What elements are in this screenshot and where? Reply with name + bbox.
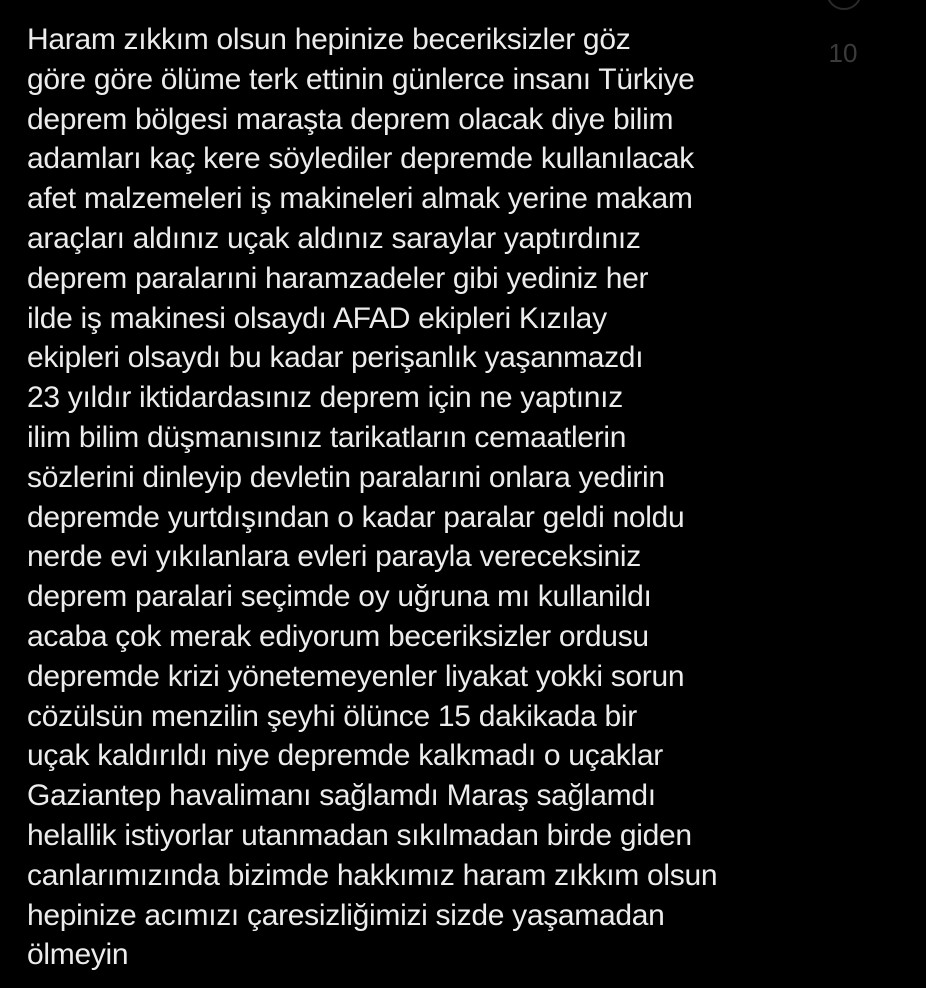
like-count: 10 [828, 38, 858, 68]
comment-line: hepinize acımızı çaresizliğimizi sizde yaşamadan [27, 898, 665, 932]
comment-line: sözlerini dinleyip devletin paralarıni onlara yedirin [27, 460, 665, 494]
comment-line: adamları kaç kere söylediler depremde kullanılacak [27, 142, 695, 176]
comment-line: depremde krizi yönetemeyenler liyakat yokki sorun [27, 659, 685, 693]
comment-line: ilim bilim düşmanısınız tarikatların cemaatlerin [27, 420, 627, 454]
comment-line: uçak kaldırıldı niye depremde kalkmadı o uçaklar [27, 739, 663, 773]
comment-line: deprem bölgesi maraşta deprem olacak diye bilim [27, 102, 674, 136]
comment-line: cözülsün menzilin şeyhi ölünce 15 dakikada bir [27, 699, 637, 733]
comment-line: 23 yıldır iktidardasınız deprem için ne yaptınız [27, 381, 623, 415]
like-button[interactable] [810, 0, 876, 74]
comment-line: ilde iş makinesi olsaydı AFAD ekipleri Kızılay [27, 301, 607, 335]
comment-line: ölmeyin [27, 938, 129, 972]
heart-icon[interactable] [826, 0, 862, 10]
comment-line: göre göre ölüme terk ettinin günlerce insanı Türkiye [27, 62, 695, 96]
comment-line: depremde yurtdışından o kadar paralar geldi noldu [27, 500, 685, 534]
comment-line: helallik istiyorlar utanmadan sıkılmadan birde giden [27, 818, 692, 852]
comment-line: nerde evi yıkılanlara evleri parayla vereceksiniz [27, 540, 641, 574]
comment-line: Gaziantep havalimanı sağlamdı Maraş sağlamdı [27, 779, 656, 813]
comment-line: ekipleri olsaydı bu kadar perişanlık yaşanmazdı [27, 341, 644, 375]
comment-line: deprem paralari seçimde oy uğruna mı kullanildı [27, 580, 652, 614]
comment-line: acaba çok merak ediyorum beceriksizler ordusu [27, 619, 649, 653]
comment-line: canlarımızında bizimde hakkımız haram zıkkım olsun [27, 858, 718, 892]
comment-text [27, 20, 817, 975]
comment-line: afet malzemeleri iş makineleri almak yerine makam [27, 182, 693, 216]
comment-line: deprem paralarıni haramzadeler gibi yediniz her [27, 261, 649, 295]
comment-line: araçları aldınız uçak aldınız saraylar yaptırdınız [27, 221, 641, 255]
comment-line: Haram zıkkım olsun hepinize beceriksizler göz [27, 23, 631, 56]
